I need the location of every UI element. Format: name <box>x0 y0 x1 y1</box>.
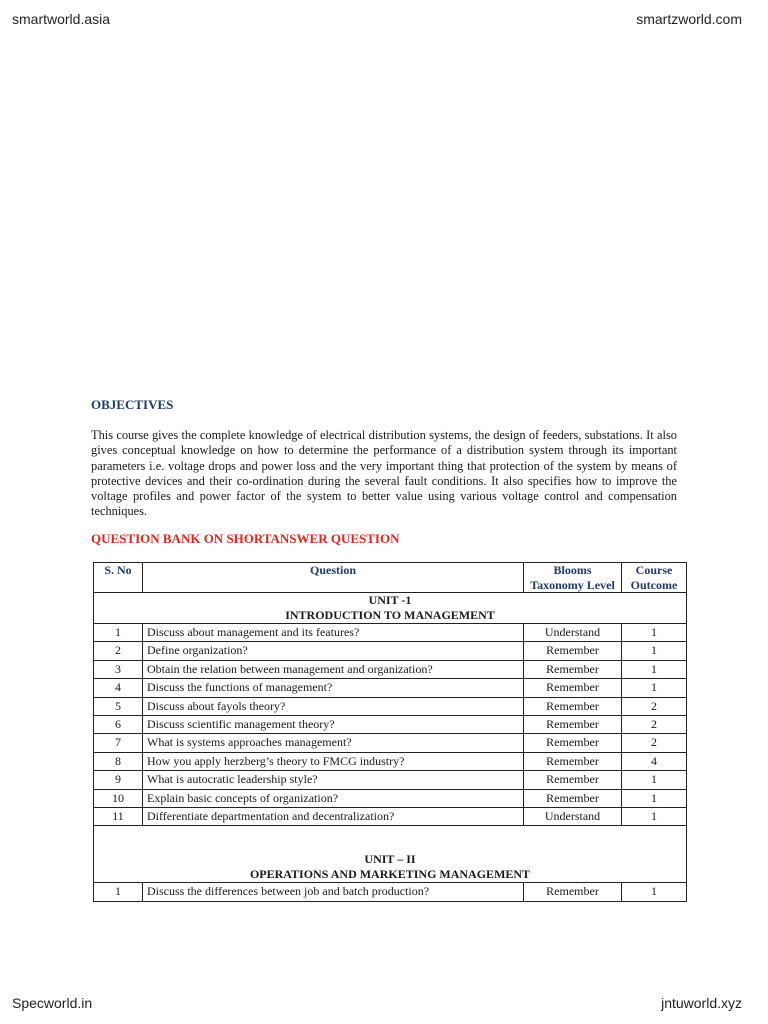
cell-outcome: 1 <box>622 808 687 826</box>
cell-outcome: 1 <box>622 679 687 697</box>
objectives-heading: OBJECTIVES <box>91 397 174 412</box>
cell-sno: 2 <box>94 642 143 660</box>
watermark-bottom-right: jntuworld.xyz <box>661 995 742 1011</box>
cell-outcome: 2 <box>622 697 687 715</box>
cell-question: Discuss the differences between job and batch production? <box>143 883 524 901</box>
table-row <box>94 660 687 678</box>
header-outcome-line1: Course <box>635 563 673 577</box>
table-row <box>94 789 687 807</box>
header-sno <box>94 563 143 593</box>
cell-level: Remember <box>524 883 622 901</box>
table-body <box>94 593 687 902</box>
question-bank-table <box>93 562 687 902</box>
unit-1-header <box>94 593 687 624</box>
watermark-bottom-left: Specworld.in <box>12 995 93 1011</box>
cell-question: Define organization? <box>143 642 524 660</box>
cell-level: Remember <box>524 734 622 752</box>
table-row <box>94 624 687 642</box>
cell-sno: 11 <box>94 808 143 826</box>
unit-1-title: UNIT -1 <box>368 593 412 607</box>
cell-level: Remember <box>524 752 622 770</box>
cell-level: Remember <box>524 789 622 807</box>
cell-sno: 3 <box>94 660 143 678</box>
cell-question: What is autocratic leadership style? <box>143 771 524 789</box>
watermark-top-right: smartzworld.com <box>636 11 742 27</box>
cell-level: Understand <box>524 808 622 826</box>
header-blooms-line2: Taxonomy Level <box>530 577 615 592</box>
cell-level: Remember <box>524 679 622 697</box>
cell-outcome: 1 <box>622 771 687 789</box>
objectives-text: This course gives the complete knowledge of electrical distribution systems, the design of feeders, substations. It also gives conceptual knowledge on how to determine the performance of a distribution system through its important parameters i.e. voltage drops and power loss and the very important thing that protection of the system by means of protective devices and their co-ordination during the several fault conditions. It also specifies how to improve the voltage profiles and power factor of the system to better value using various voltage control and compensation techniques. <box>91 428 677 519</box>
header-outcome-line2: Outcome <box>630 577 678 592</box>
cell-question: Discuss the functions of management? <box>143 679 524 697</box>
unit-2-header <box>94 826 687 883</box>
cell-outcome: 1 <box>622 624 687 642</box>
unit-header-row <box>94 593 687 624</box>
cell-question: What is systems approaches management? <box>143 734 524 752</box>
cell-question: How you apply herzberg’s theory to FMCG industry? <box>143 752 524 770</box>
cell-question: Discuss about management and its features? <box>143 624 524 642</box>
header-blooms <box>524 563 622 593</box>
cell-question: Differentiate departmentation and decentralization? <box>143 808 524 826</box>
header-blooms-line1: Blooms <box>553 563 592 577</box>
header-sno-label: S. No <box>104 563 132 577</box>
table-row <box>94 883 687 901</box>
cell-level: Remember <box>524 716 622 734</box>
watermark-top-left: smartworld.asia <box>12 11 111 27</box>
cell-level: Understand <box>524 624 622 642</box>
cell-outcome: 4 <box>622 752 687 770</box>
cell-sno: 7 <box>94 734 143 752</box>
cell-outcome: 1 <box>622 660 687 678</box>
cell-level: Remember <box>524 642 622 660</box>
header-outcome <box>622 563 687 593</box>
cell-sno: 5 <box>94 697 143 715</box>
cell-level: Remember <box>524 697 622 715</box>
cell-sno: 1 <box>94 883 143 901</box>
cell-question: Discuss about fayols theory? <box>143 697 524 715</box>
cell-outcome: 1 <box>622 883 687 901</box>
table-row <box>94 752 687 770</box>
header-question-label: Question <box>309 563 356 577</box>
cell-question: Obtain the relation between management and organization? <box>143 660 524 678</box>
cell-outcome: 1 <box>622 642 687 660</box>
cell-level: Remember <box>524 771 622 789</box>
table-row <box>94 771 687 789</box>
cell-sno: 6 <box>94 716 143 734</box>
unit-2-subtitle: OPERATIONS AND MARKETING MANAGEMENT <box>249 867 531 882</box>
cell-sno: 10 <box>94 789 143 807</box>
cell-sno: 4 <box>94 679 143 697</box>
table-row <box>94 808 687 826</box>
cell-question: Explain basic concepts of organization? <box>143 789 524 807</box>
cell-sno: 8 <box>94 752 143 770</box>
unit-2-title: UNIT – II <box>364 852 416 867</box>
cell-outcome: 2 <box>622 734 687 752</box>
cell-outcome: 1 <box>622 789 687 807</box>
cell-level: Remember <box>524 660 622 678</box>
table-header-row <box>94 563 687 593</box>
table-row <box>94 679 687 697</box>
table-row <box>94 697 687 715</box>
table-row <box>94 716 687 734</box>
unit-1-subtitle: INTRODUCTION TO MANAGEMENT <box>285 608 495 622</box>
cell-outcome: 2 <box>622 716 687 734</box>
cell-sno: 9 <box>94 771 143 789</box>
cell-question: Discuss scientific management theory? <box>143 716 524 734</box>
cell-sno: 1 <box>94 624 143 642</box>
header-question <box>143 563 524 593</box>
question-bank-heading: QUESTION BANK ON SHORTANSWER QUESTION <box>91 531 400 546</box>
table-row <box>94 642 687 660</box>
table-row <box>94 734 687 752</box>
unit-header-row <box>94 826 687 883</box>
